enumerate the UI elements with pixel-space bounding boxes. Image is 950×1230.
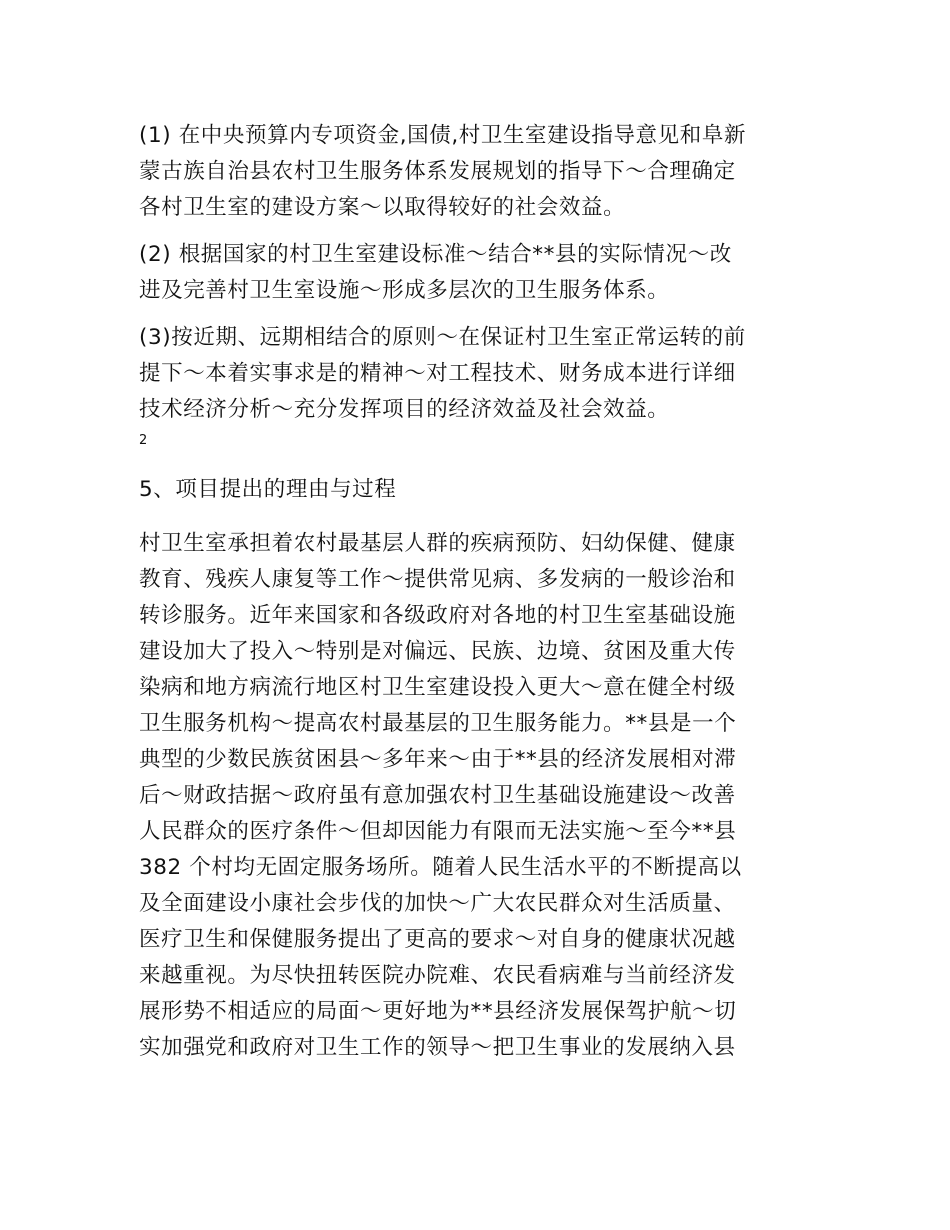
text-line: 382 个村均无固定服务场所。随着人民生活水平的不断提高以 [139,855,742,880]
text-line: 染病和地方病流行地区村卫生室建设投入更大～意在健全村级 [139,675,736,700]
body-paragraph [139,526,809,1066]
page-number: 2 [139,433,148,448]
text-line: 展形势不相适应的局面～更好地为**县经济发展保驾护航～切 [139,999,737,1024]
numbered-item-2 [139,237,809,309]
text-line: 教育、残疾人康复等工作～提供常见病、多发病的一般诊治和 [139,567,736,592]
text-line: 典型的少数民族贫困县～多年来～由于**县的经济发展相对滞 [139,747,737,772]
text-line: 医疗卫生和保健服务提出了更高的要求～对自身的健康状况越 [139,927,736,952]
section-heading: 5、项目提出的理由与过程 [139,477,397,502]
text-line: 人民群众的医疗条件～但却因能力有限而无法实施～至今**县 [139,819,737,844]
text-line: 提下～本着实事求是的精神～对工程技术、财务成本进行详细 [139,361,736,386]
text-line: 及全面建设小康社会步伐的加快～广大农民群众对生活质量、 [139,891,736,916]
text-line: 后～财政拮据～政府虽有意加强农村卫生基础设施建设～改善 [139,783,736,808]
text-line: (3)按近期、远期相结合的原则～在保证村卫生室正常运转的前 [139,325,746,350]
numbered-item-3 [139,320,809,428]
text-line: 进及完善村卫生室设施～形成多层次的卫生服务体系。 [139,278,670,303]
text-line: 卫生服务机构～提高农村最基层的卫生服务能力。**县是一个 [139,711,737,736]
text-line: 来越重视。为尽快扭转医院办院难、农民看病难与当前经济发 [139,963,736,988]
text-line: 转诊服务。近年来国家和各级政府对各地的村卫生室基础设施 [139,603,736,628]
document-content [139,118,809,1066]
text-line: 各村卫生室的建设方案～以取得较好的社会效益。 [139,195,626,220]
text-line: (2) 根据国家的村卫生室建设标准～结合**县的实际情况～改 [139,242,732,267]
text-line: 实加强党和政府对卫生工作的领导～把卫生事业的发展纳入县 [139,1035,736,1060]
text-line: (1) 在中央预算内专项资金,国债,村卫生室建设指导意见和阜新 [139,123,747,148]
numbered-item-1 [139,118,809,226]
text-line: 蒙古族自治县农村卫生服务体系发展规划的指导下～合理确定 [139,159,736,184]
text-line: 建设加大了投入～特别是对偏远、民族、边境、贫困及重大传 [139,639,736,664]
text-line: 技术经济分析～充分发挥项目的经济效益及社会效益。 [139,397,670,422]
text-line: 村卫生室承担着农村最基层人群的疾病预防、妇幼保健、健康 [139,531,736,556]
